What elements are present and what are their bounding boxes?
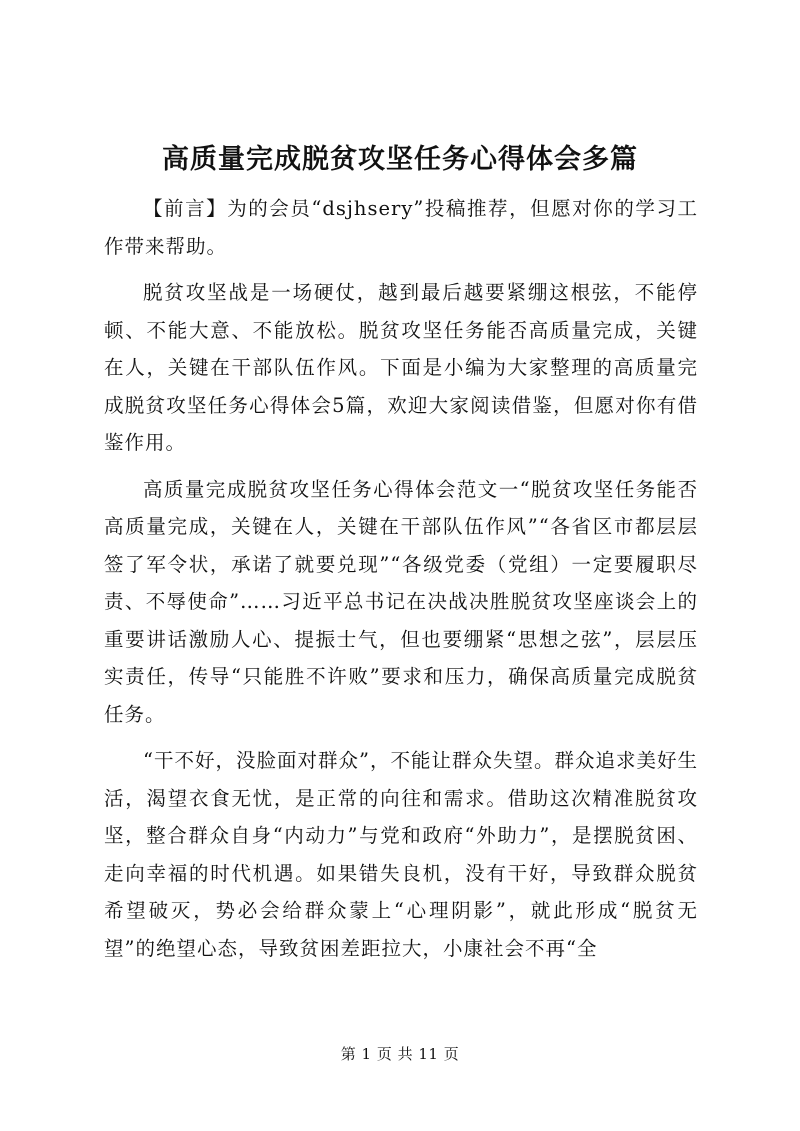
page-footer: 第 1 页 共 11 页 <box>340 1045 460 1063</box>
body-paragraph: “干不好，没脸面对群众”，不能让群众失望。群众追求美好生活，渴望衣食无忧，是正常的向往和需求。借助这次精准脱贫攻坚，整合群众自身“内动力”与党和政府“外助力”，是摆脱贫困、走向幸福的时代机遇。如果错失良机，没有干好，导致群众脱贫希望破灭，势必会给群众蒙上“心理阴影”，就此形成“脱贫无望”的绝望心态，导致贫困差距拉大，小康社会不再“全 <box>104 749 698 960</box>
body-paragraph: 高质量完成脱贫攻坚任务心得体会范文一“脱贫攻坚任务能否高质量完成，关键在人，关键在干部队伍作风”“各省区市都层层签了军令状，承诺了就要兑现”“各级党委（党组）一定要履职尽责、不辱使命”……习近平总书记在决战决胜脱贫攻坚座谈会上的重要讲话激励人心、提振士气，但也要绷紧“思想之弦”，层层压实责任，传导“只能胜不许败”要求和压力，确保高质量完成脱贫任务。 <box>104 477 698 726</box>
preface-paragraph: 【前言】为的会员“dsjhsery”投稿推荐，但愿对你的学习工作带来帮助。 <box>104 197 698 258</box>
document-body <box>104 190 698 976</box>
document-title: 高质量完成脱贫攻坚任务心得体会多篇 <box>162 144 638 175</box>
intro-paragraph: 脱贫攻坚战是一场硬仗，越到最后越要紧绷这根弦，不能停顿、不能大意、不能放松。脱贫攻坚任务能否高质量完成，关键在人，关键在干部队伍作风。下面是小编为大家整理的高质量完成脱贫攻坚任务心得体会5篇，欢迎大家阅读借鉴，但愿对你有借鉴作用。 <box>104 281 698 454</box>
